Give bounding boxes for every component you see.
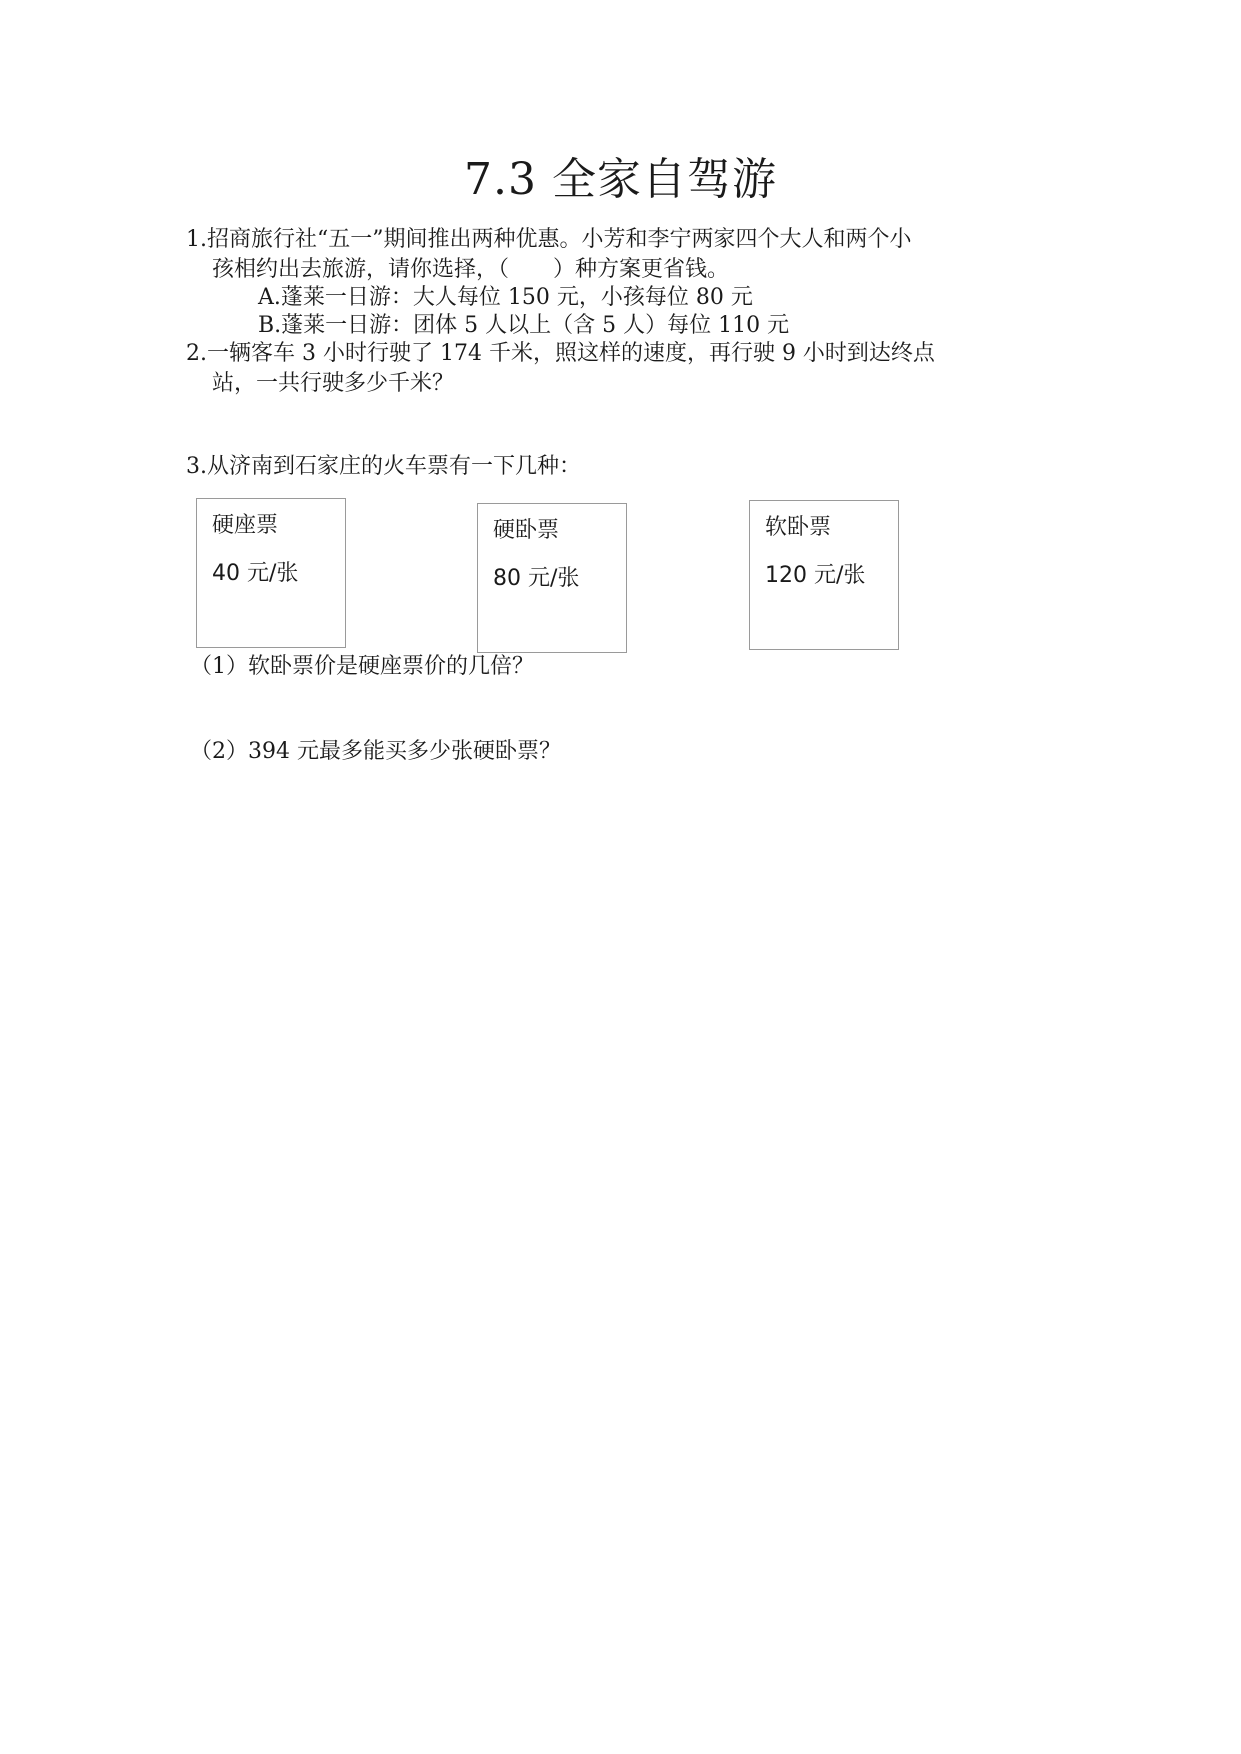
ticket-name: 硬卧票	[493, 518, 560, 543]
page-title: 7.3 全家自驾游	[464, 154, 777, 205]
question-3-intro: 3.从济南到石家庄的火车票有一下几种：	[186, 454, 581, 479]
question-1-line-1: 1.招商旅行社“五一”期间推出两种优惠。小芳和李宁两家四个大人和两个小	[186, 227, 912, 252]
question-3-sub-1: （1）软卧票价是硬座票价的几倍？	[190, 654, 534, 679]
question-1-option-b: B.蓬莱一日游：团体 5 人以上（含 5 人）每位 110 元	[258, 313, 790, 338]
ticket-name: 硬座票	[212, 513, 279, 538]
ticket-soft-sleeper	[749, 500, 899, 650]
ticket-price: 80 元/张	[493, 566, 580, 591]
question-1-line-2: 孩相约出去旅游，请你选择，（ ）种方案更省钱。	[212, 257, 730, 282]
ticket-price: 40 元/张	[212, 561, 299, 586]
question-2-line-1: 2.一辆客车 3 小时行驶了 174 千米，照这样的速度，再行驶 9 小时到达终点	[186, 341, 935, 366]
ticket-price: 120 元/张	[765, 563, 866, 588]
ticket-hard-seat	[196, 498, 346, 648]
question-1-option-a: A.蓬莱一日游：大人每位 150 元，小孩每位 80 元	[258, 285, 753, 310]
ticket-name: 软卧票	[765, 515, 832, 540]
question-2-line-2: 站，一共行驶多少千米？	[212, 371, 455, 396]
question-3-sub-2: （2）394 元最多能买多少张硬卧票？	[190, 739, 561, 764]
ticket-hard-sleeper	[477, 503, 627, 653]
